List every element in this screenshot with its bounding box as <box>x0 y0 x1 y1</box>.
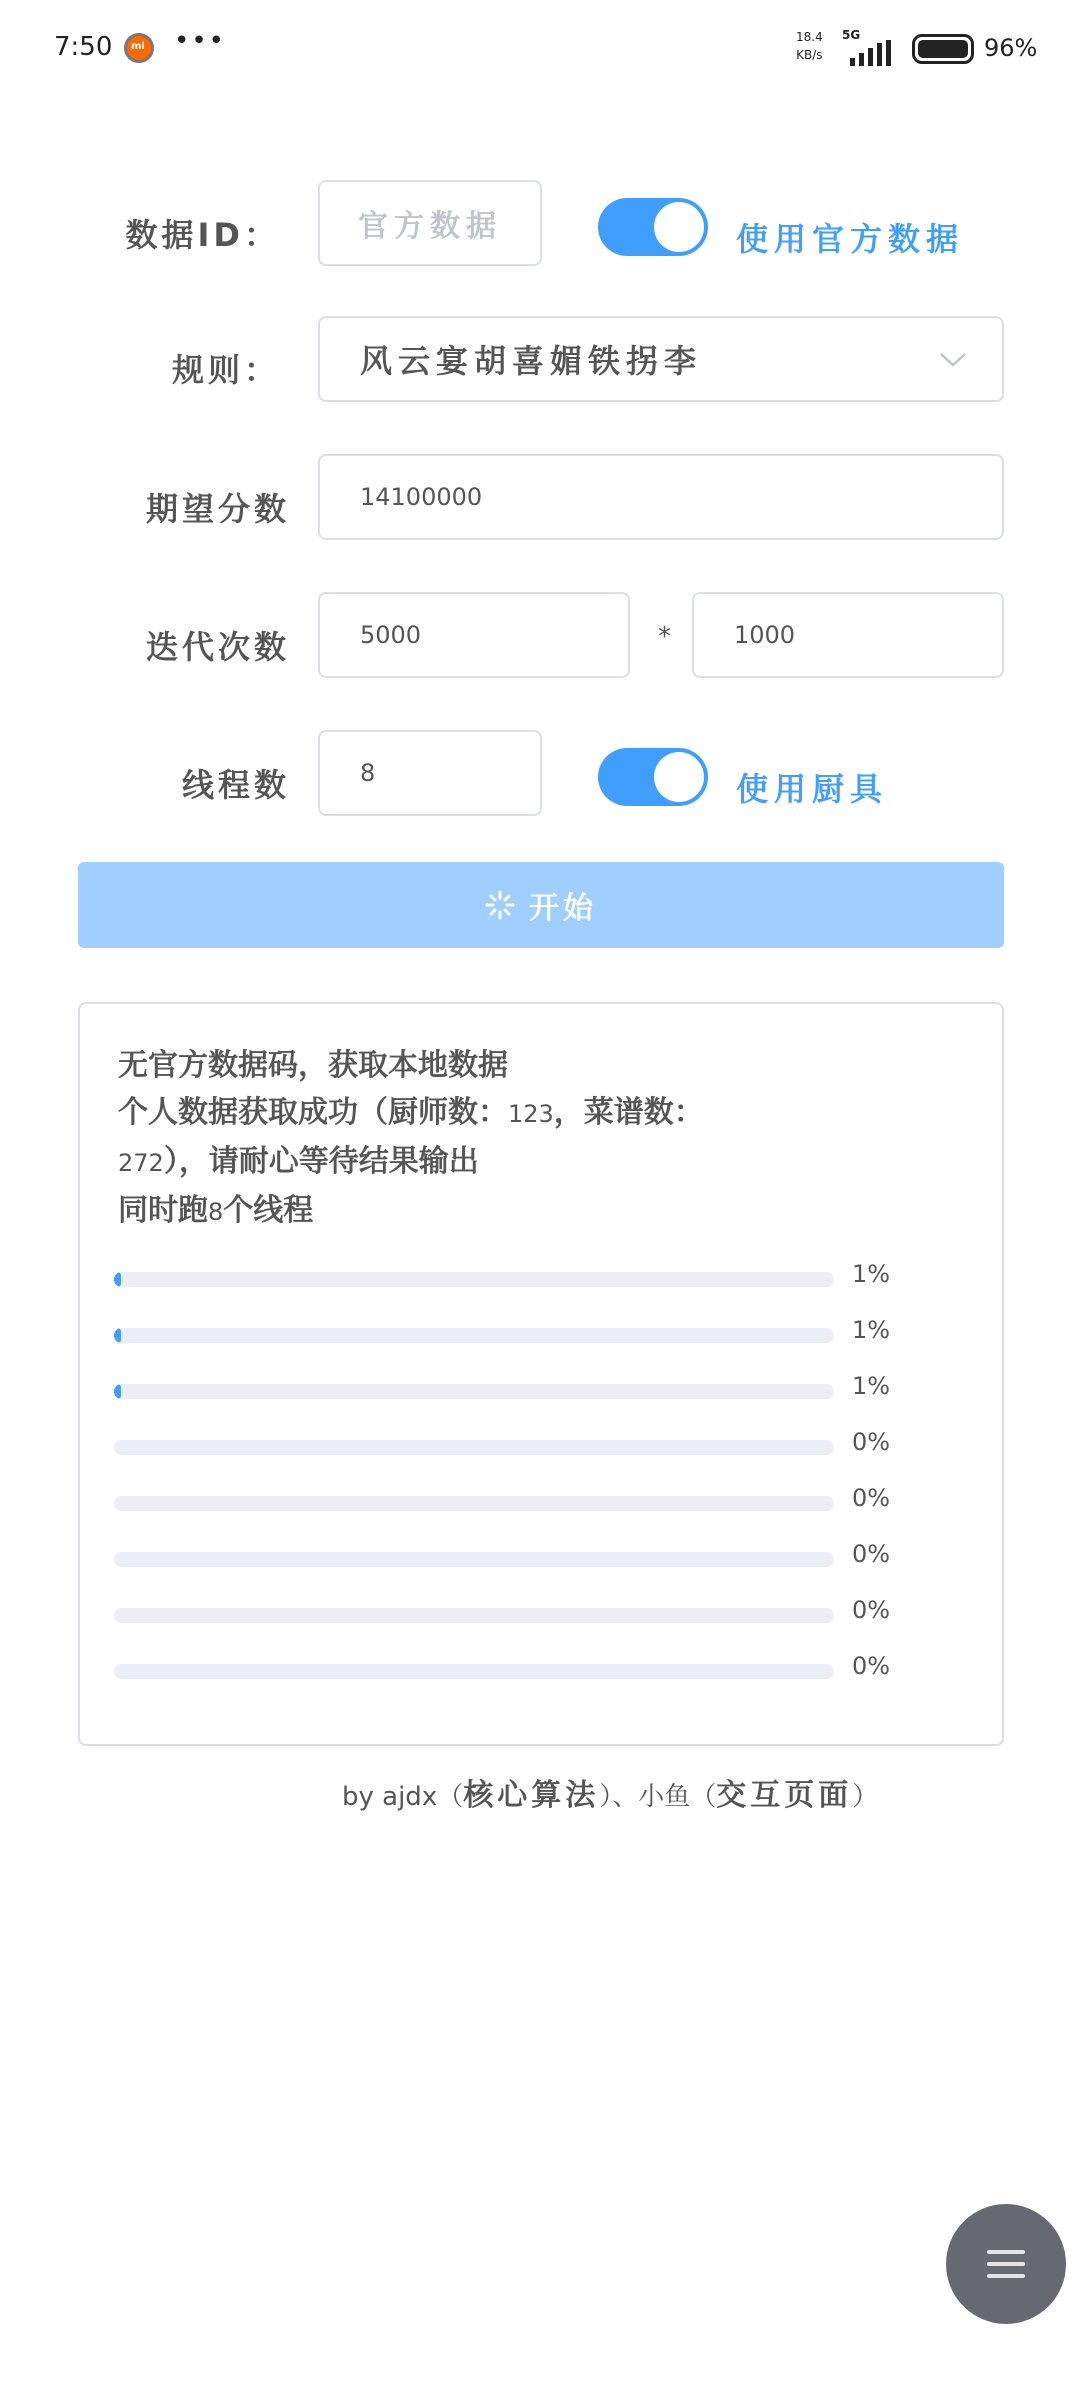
progress-row <box>114 1596 974 1652</box>
mi-app-icon: mi <box>124 33 154 63</box>
use-cookware-toggle[interactable] <box>598 748 708 806</box>
credits-prefix: by ajdx（ <box>342 1782 464 1812</box>
credits-mid: ）、小鱼（ <box>599 1782 717 1812</box>
progress-row <box>114 1484 974 1540</box>
progress-percent: 0% <box>852 1652 891 1680</box>
net-speed-unit: KB/s <box>796 48 823 62</box>
progress-fill <box>114 1384 121 1399</box>
data-id-label: 数据ID： <box>125 216 280 254</box>
use-official-data-label: 使用官方数据 <box>736 220 965 258</box>
progress-track <box>114 1384 834 1399</box>
battery-icon <box>912 34 974 64</box>
recipe-count: 272 <box>118 1149 164 1177</box>
net-speed-value: 18.4 <box>796 30 823 44</box>
status-bar <box>0 0 1080 96</box>
expected-score-input[interactable]: 14100000 <box>318 454 1004 540</box>
progress-row <box>114 1652 974 1708</box>
multiply-sign: * <box>658 622 671 652</box>
log-line-3-text: ，请耐心等待结果输出 <box>178 1144 479 1179</box>
start-button[interactable] <box>78 862 1004 948</box>
progress-percent: 1% <box>852 1372 891 1400</box>
log-line-4-text-b: 个线程 <box>223 1193 314 1228</box>
progress-track <box>114 1440 834 1455</box>
progress-percent: 1% <box>852 1316 891 1344</box>
progress-fill <box>114 1328 121 1343</box>
progress-percent: 0% <box>852 1484 891 1512</box>
log-line-3 <box>118 1138 938 1187</box>
log-line-3-close: ） <box>163 1144 179 1179</box>
net-speed <box>796 28 823 64</box>
credits-suffix: ） <box>852 1782 879 1812</box>
credits <box>342 1770 878 1814</box>
credits-ui: 交互页面 <box>716 1778 853 1813</box>
log-line-2-text-b: ，菜谱数： <box>553 1095 704 1130</box>
progress-track <box>114 1608 834 1623</box>
menu-icon <box>987 2250 1025 2254</box>
loading-spinner-icon <box>485 890 515 920</box>
iterations-label: 迭代次数 <box>145 628 290 666</box>
progress-row <box>114 1540 974 1596</box>
signal-icon <box>832 40 896 66</box>
rule-select[interactable] <box>318 316 1004 402</box>
log-line-4-text: 同时跑 <box>118 1193 208 1228</box>
log-line-2 <box>118 1089 938 1138</box>
network-type: 5G <box>842 28 861 42</box>
output-log <box>118 1042 938 1236</box>
threads-label: 线程数 <box>181 766 290 804</box>
thread-count: 8 <box>208 1198 224 1226</box>
threads-input[interactable]: 8 <box>318 730 542 816</box>
progress-list <box>114 1260 974 1708</box>
progress-row <box>114 1372 974 1428</box>
progress-row <box>114 1260 974 1316</box>
notification-more: ••• <box>174 26 227 56</box>
iterations-input-b[interactable]: 1000 <box>692 592 1004 678</box>
iterations-input-a[interactable]: 5000 <box>318 592 630 678</box>
progress-row <box>114 1428 974 1484</box>
progress-percent: 1% <box>852 1260 891 1288</box>
log-line-1: 无官方数据码，获取本地数据 <box>118 1048 508 1083</box>
progress-track <box>114 1496 834 1511</box>
start-button-label: 开始 <box>529 891 597 926</box>
rule-selected-value: 风云宴胡喜媚铁拐李 <box>360 342 703 380</box>
menu-button[interactable] <box>946 2204 1066 2324</box>
log-line-4 <box>118 1187 938 1236</box>
progress-track <box>114 1664 834 1679</box>
rule-label: 规则： <box>171 351 280 389</box>
data-id-input[interactable]: 官方数据 <box>318 180 542 266</box>
credits-core: 核心算法 <box>463 1778 600 1813</box>
progress-track <box>114 1552 834 1567</box>
chef-count: 123 <box>508 1100 554 1128</box>
log-line-2-text: 个人数据获取成功（厨师数： <box>118 1095 508 1130</box>
progress-track <box>114 1328 834 1343</box>
use-official-data-toggle[interactable] <box>598 198 708 256</box>
battery-percent: 96% <box>984 34 1038 62</box>
progress-percent: 0% <box>852 1428 891 1456</box>
expected-score-label: 期望分数 <box>145 490 290 528</box>
progress-percent: 0% <box>852 1540 891 1568</box>
progress-percent: 0% <box>852 1596 891 1624</box>
progress-track <box>114 1272 834 1287</box>
progress-fill <box>114 1272 121 1287</box>
use-cookware-label: 使用厨具 <box>736 770 889 808</box>
status-time: 7:50 <box>54 32 113 62</box>
chevron-down-icon <box>938 344 968 374</box>
progress-row <box>114 1316 974 1372</box>
output-panel <box>78 1002 1004 1746</box>
